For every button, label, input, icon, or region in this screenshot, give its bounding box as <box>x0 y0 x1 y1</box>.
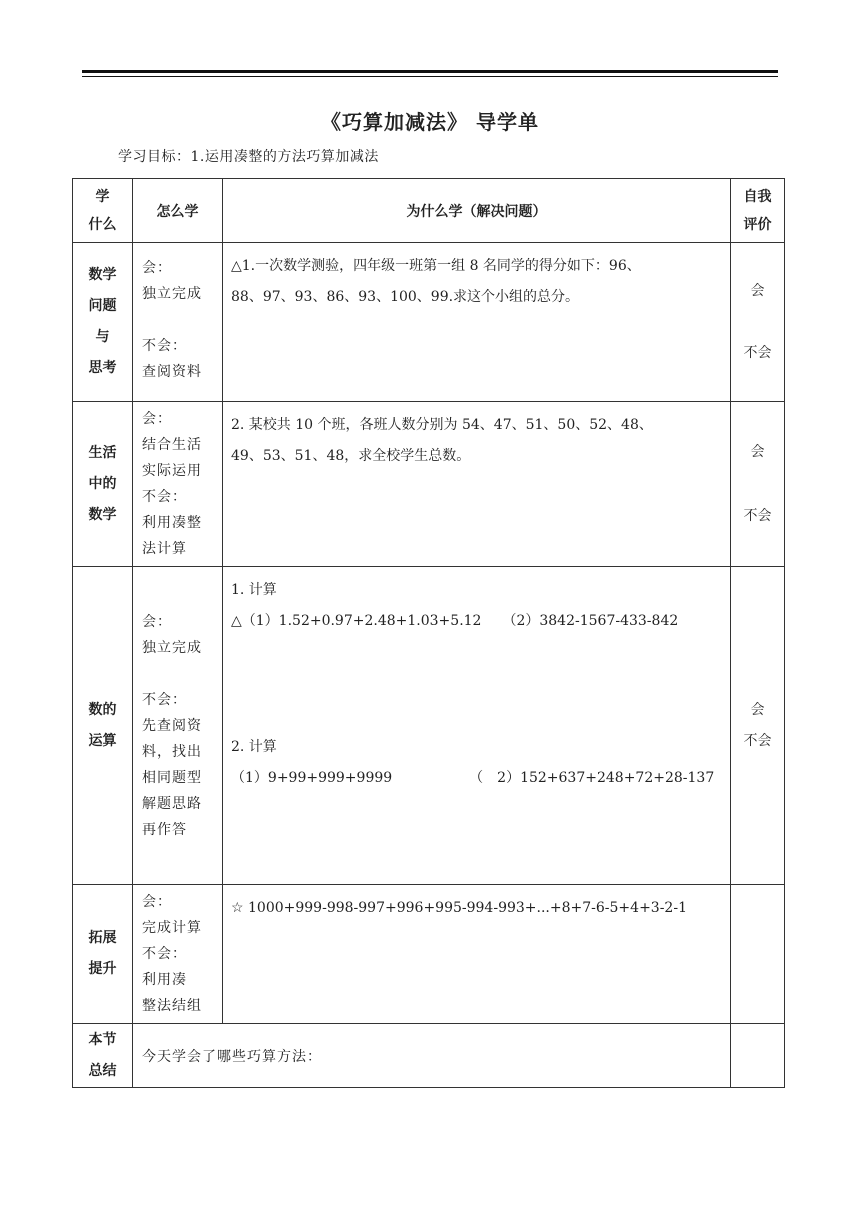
header-why: 为什么学（解决问题） <box>223 179 731 243</box>
row-problem: 2. 某校共 10 个班，各班人数分别为 54、47、51、50、52、48、 49、53、51、48，求全校学生总数。 <box>223 402 731 567</box>
header-rule-thin <box>82 76 778 77</box>
table-row <box>73 402 785 567</box>
summary-eval <box>731 1024 785 1088</box>
table-row <box>73 885 785 1024</box>
row-how: 会： 独立完成 不会： 先查阅资 料，找出 相同题型 解题思路 再作答 <box>133 567 223 885</box>
table-row <box>73 243 785 402</box>
summary-category: 本节 总结 <box>73 1024 133 1088</box>
row-category: 数的 运算 <box>73 567 133 885</box>
row-how: 会： 完成计算 不会： 利用凑 整法结组 <box>133 885 223 1024</box>
learning-goal: 学习目标：1.运用凑整的方法巧算加减法 <box>118 149 379 165</box>
row-category: 拓展 提升 <box>73 885 133 1024</box>
row-self-eval: 会 不会 <box>731 402 785 567</box>
row-self-eval: 会 不会 <box>731 567 785 885</box>
summary-text: 今天学会了哪些巧算方法： <box>133 1024 731 1088</box>
row-problem: ☆ 1000+999-998-997+996+995-994-993+...+8+7-6-5+4+3-2-1 <box>223 885 731 1024</box>
row-category: 数学 问题 与 思考 <box>73 243 133 402</box>
row-problem: 1. 计算 △（1）1.52+0.97+2.48+1.03+5.12 （2）3842-1567-433-842 2. 计算 （1）9+99+999+9999 （ 2）152+637+248+72+28-137 <box>223 567 731 885</box>
header-how: 怎么学 <box>133 179 223 243</box>
table-row <box>73 567 785 885</box>
study-guide-table <box>72 178 785 1088</box>
row-self-eval <box>731 885 785 1024</box>
table-header-row <box>73 179 785 243</box>
summary-row <box>73 1024 785 1088</box>
row-category: 生活 中的 数学 <box>73 402 133 567</box>
row-problem: △1.一次数学测验，四年级一班第一组 8 名同学的得分如下：96、 88、97、93、86、93、100、99.求这个小组的总分。 <box>223 243 731 402</box>
row-how: 会： 独立完成 不会： 查阅资料 <box>133 243 223 402</box>
page-title: 《巧算加减法》 导学单 <box>321 110 539 134</box>
header-eval: 自我 评价 <box>731 179 785 243</box>
row-how: 会： 结合生活 实际运用 不会： 利用凑整 法计算 <box>133 402 223 567</box>
header-rule-thick <box>82 70 778 73</box>
header-what: 学 什么 <box>73 179 133 243</box>
row-self-eval: 会 不会 <box>731 243 785 402</box>
